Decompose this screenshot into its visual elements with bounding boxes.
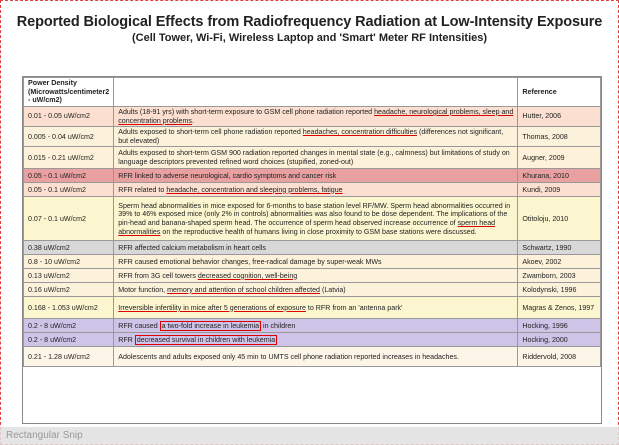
effect-cell [114, 319, 518, 333]
effect-text: RFR [118, 335, 135, 344]
power-density-cell: 0.38 uW/cm2 [24, 241, 114, 255]
effect-cell [114, 347, 518, 367]
power-density-cell: 0.8 - 10 uW/cm2 [24, 255, 114, 269]
effect-text-end: to RFR from an 'antenna park' [305, 303, 403, 312]
effect-text: Adults (18-91 yrs) with short-term exposure to GSM cell phone radiation reported [118, 107, 375, 116]
snip-tool-overlay [0, 427, 619, 445]
page-subtitle: (Cell Tower, Wi-Fi, Wireless Laptop and 'Smart' Meter RF Intensities) [131, 32, 488, 44]
effect-cell [114, 127, 518, 147]
table-row [24, 147, 601, 169]
effects-table-container [22, 76, 602, 424]
effect-text: Adults exposed to short-term cell phone radiation reported [118, 128, 303, 137]
reference-cell: Akoev, 2002 [518, 255, 601, 269]
power-density-cell: 0.005 - 0.04 uW/cm2 [24, 127, 114, 147]
effect-highlight: decreased cognition, well-being [197, 271, 298, 280]
table-row [24, 197, 601, 241]
effect-text-end: (Latvia) [320, 285, 346, 294]
reference-header: Reference [518, 78, 601, 107]
table-row [24, 269, 601, 283]
page-title: Reported Biological Effects from Radiofrequency Radiation at Low-Intensity Exposure [16, 14, 603, 30]
effect-text: Adults exposed to short-term GSM 900 radiation reported changes in mental state (e.g., calmness) but limitations of study on language descriptors prevented refined word choices (stupified, zoned-out) [118, 149, 510, 166]
effect-cell [114, 255, 518, 269]
table-row [24, 297, 601, 319]
effect-cell [114, 169, 518, 183]
reference-cell: Hutter, 2006 [518, 106, 601, 126]
power-density-cell: 0.13 uW/cm2 [24, 269, 114, 283]
table-row [24, 169, 601, 183]
power-density-unit: (Microwatts/centimeter2 - uW/cm2) [28, 87, 110, 105]
effect-text: Motor function, [118, 285, 168, 294]
reference-cell: Zwamborn, 2003 [518, 269, 601, 283]
effect-text-end: on the reproductive health of humans living in close proximity to GSM base stations were discussed. [160, 227, 477, 236]
effect-text: RFR from 3G cell towers [118, 271, 198, 280]
reference-cell: Riddervold, 2008 [518, 347, 601, 367]
power-density-cell: 0.05 - 0.1 uW/cm2 [24, 169, 114, 183]
effect-highlight: headaches, concentration difficulties [302, 128, 417, 137]
table-row [24, 319, 601, 333]
effect-text: RFR related to [118, 185, 167, 194]
table-row [24, 241, 601, 255]
effect-cell [114, 106, 518, 126]
effect-highlight: Irreversible infertility in mice after 5 generations of exposure [118, 303, 306, 312]
effect-text: RFR caused [118, 321, 160, 330]
reference-cell: Hocking, 2000 [518, 333, 601, 347]
effect-text: Adolescents and adults exposed only 45 min to UMTS cell phone radiation reported increases in headaches. [118, 352, 459, 361]
effect-header [114, 78, 518, 107]
table-row [24, 347, 601, 367]
power-density-cell: 0.21 - 1.28 uW/cm2 [24, 347, 114, 367]
power-density-header [24, 78, 114, 107]
power-density-cell: 0.168 - 1.053 uW/cm2 [24, 297, 114, 319]
effect-cell [114, 269, 518, 283]
table-row [24, 183, 601, 197]
effect-highlight: sperm head abnormalities [118, 218, 496, 236]
effect-text-end: in children [261, 321, 296, 330]
effect-highlight: headache, neurological problems, sleep and concentration problems [118, 107, 514, 125]
table-row [24, 106, 601, 126]
effect-text-end: . [191, 116, 194, 125]
power-density-cell: 0.2 - 8 uW/cm2 [24, 333, 114, 347]
reference-cell: Magras & Zenos, 1997 [518, 297, 601, 319]
effect-cell [114, 197, 518, 241]
table-row [24, 127, 601, 147]
table-body [24, 106, 601, 367]
reference-cell: Schwartz, 1990 [518, 241, 601, 255]
effect-text: RFR linked to adverse neurological, cardio symptoms and cancer risk [118, 171, 337, 180]
reference-cell: Augner, 2009 [518, 147, 601, 169]
table-row [24, 283, 601, 297]
effect-text-end: (differences not significant, but elevated) [118, 128, 504, 145]
effect-cell [114, 241, 518, 255]
reference-cell: Kundi, 2009 [518, 183, 601, 197]
power-density-cell: 0.05 - 0.1 uW/cm2 [24, 183, 114, 197]
effect-text: RFR caused emotional behavior changes, free-radical damage by super-weak MWs [118, 257, 382, 266]
reference-cell: Khurana, 2010 [518, 169, 601, 183]
effect-cell [114, 147, 518, 169]
effect-cell [114, 283, 518, 297]
effect-text: Sperm head abnormalities in mice exposed for 6-months to base station level RF/MW. Sperm head abnormalities occurred in 39% to 46% exposed mice (only 2% in controls) abnormalities was also found to be dose dependent. The implications of the pin-head and banana-shaped sperm head. The occurrence of sperm head observed increase occurrence of [118, 201, 511, 227]
effect-text: RFR affected calcium metabolism in heart cells [118, 243, 266, 252]
snip-tool-label: Rectangular Snip [6, 430, 83, 441]
effect-highlight: headache, concentration and sleeping problems, fatigue [166, 185, 343, 194]
effect-highlight: memory and attention of school children affected [167, 285, 320, 294]
reference-cell: Kolodynski, 1996 [518, 283, 601, 297]
power-density-cell: 0.07 - 0.1 uW/cm2 [24, 197, 114, 241]
table-row [24, 333, 601, 347]
table-row [24, 255, 601, 269]
reference-cell: Thomas, 2008 [518, 127, 601, 147]
power-density-cell: 0.015 - 0.21 uW/cm2 [24, 147, 114, 169]
effect-cell [114, 333, 518, 347]
table-header-row [24, 78, 601, 107]
effects-table [23, 77, 601, 367]
effect-highlight: decreased survival in children with leukemia [136, 335, 276, 344]
effect-highlight: a two-fold increase in leukemia [161, 321, 260, 330]
power-density-cell: 0.16 uW/cm2 [24, 283, 114, 297]
effect-cell [114, 183, 518, 197]
power-density-cell: 0.2 - 8 uW/cm2 [24, 319, 114, 333]
reference-cell: Otitoloju, 2010 [518, 197, 601, 241]
effect-cell [114, 297, 518, 319]
power-density-label: Power Density [28, 79, 77, 87]
power-density-cell: 0.01 - 0.05 uW/cm2 [24, 106, 114, 126]
reference-cell: Hocking, 1996 [518, 319, 601, 333]
